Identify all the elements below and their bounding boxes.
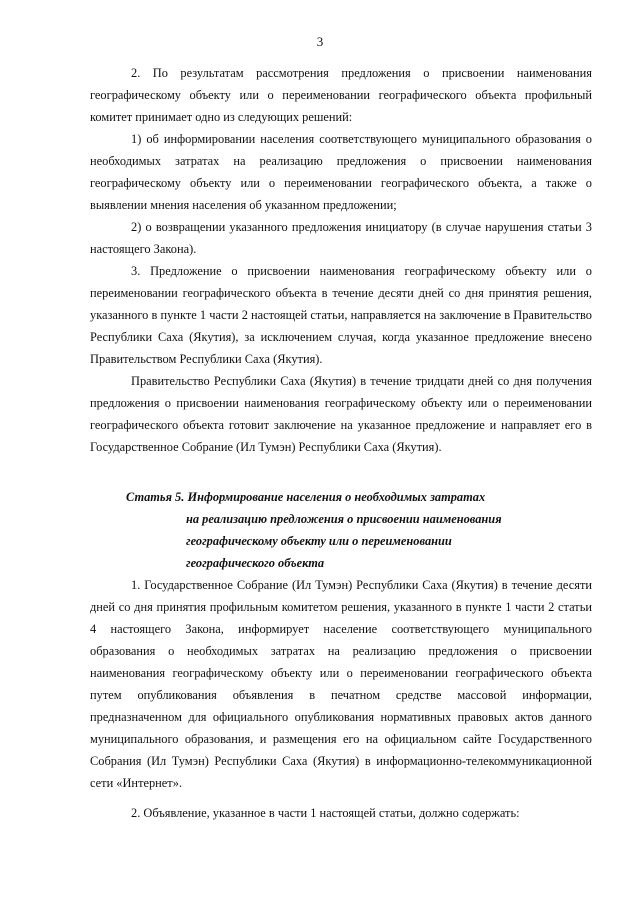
article-title-line: на реализацию предложения о присвоении наименования [186, 512, 502, 526]
article-title-line: географического объекта [186, 556, 325, 570]
paragraph-decision-2: 2) о возвращении указанного предложения инициатору (в случае нарушения статьи 3 настоящего Закона). [90, 220, 592, 256]
paragraph-article5-part1: 1. Государственное Собрание (Ил Тумэн) Республики Саха (Якутия) в течение десяти дней со дня принятия профильным комитетом решения, указанного в пункте 1 части 2 статьи 4 настоящего Закона, информирует население соответствующего муниципального образования о необходимых затратах на реализацию предложения о присвоении наименования географическому объекту или о переименовании географического объекта путем опубликования объявления в печатном средстве массовой информации, предназначенном для официального опубликования нормативных правовых актов данного муниципального образования, и размещения его на официальном сайте Государственного Собрания (Ил Тумэн) Республики Саха (Якутия) в информационно-телекоммуникационной сети «Интернет». [90, 578, 592, 790]
article-5-heading [126, 486, 566, 574]
document-body-bottom [90, 574, 592, 824]
paragraph-part2: 2. По результатам рассмотрения предложения о присвоении наименования географическому объекту или о переименовании географического объекта профильный комитет принимает одно из следующих решений: [90, 66, 592, 124]
paragraph-part3: 3. Предложение о присвоении наименования географическому объекту или о переименовании географического объекта в течение десяти дней со дня принятия решения, указанного в пункте 1 части 2 настоящей статьи, направляется на заключение в Правительство Республики Саха (Якутия), за исключением случая, когда указанное предложение внесено Правительством Республики Саха (Якутия). [90, 264, 592, 366]
article-title-line: Статья 5. Информирование населения о необходимых затратах [126, 490, 486, 504]
article-title-line: географическому объекту или о переименовании [186, 534, 452, 548]
document-body-top [90, 62, 592, 458]
paragraph-decision-1: 1) об информировании населения соответствующего муниципального образования о необходимых затратах на реализацию предложения о присвоении наименования географическому объекту или о переименовании географического объекта, а также о выявлении мнения населения об указанном предложении; [90, 132, 592, 212]
paragraph-government: Правительство Республики Саха (Якутия) в течение тридцати дней со дня получения предложения о присвоении наименования географическому объекту или о переименовании географического объекта готовит заключение на указанное предложение и направляет его в Государственное Собрание (Ил Тумэн) Республики Саха (Якутия). [90, 374, 592, 454]
page-number: 3 [316, 34, 324, 49]
paragraph-article5-part2: 2. Объявление, указанное в части 1 настоящей статьи, должно содержать: [131, 806, 520, 820]
